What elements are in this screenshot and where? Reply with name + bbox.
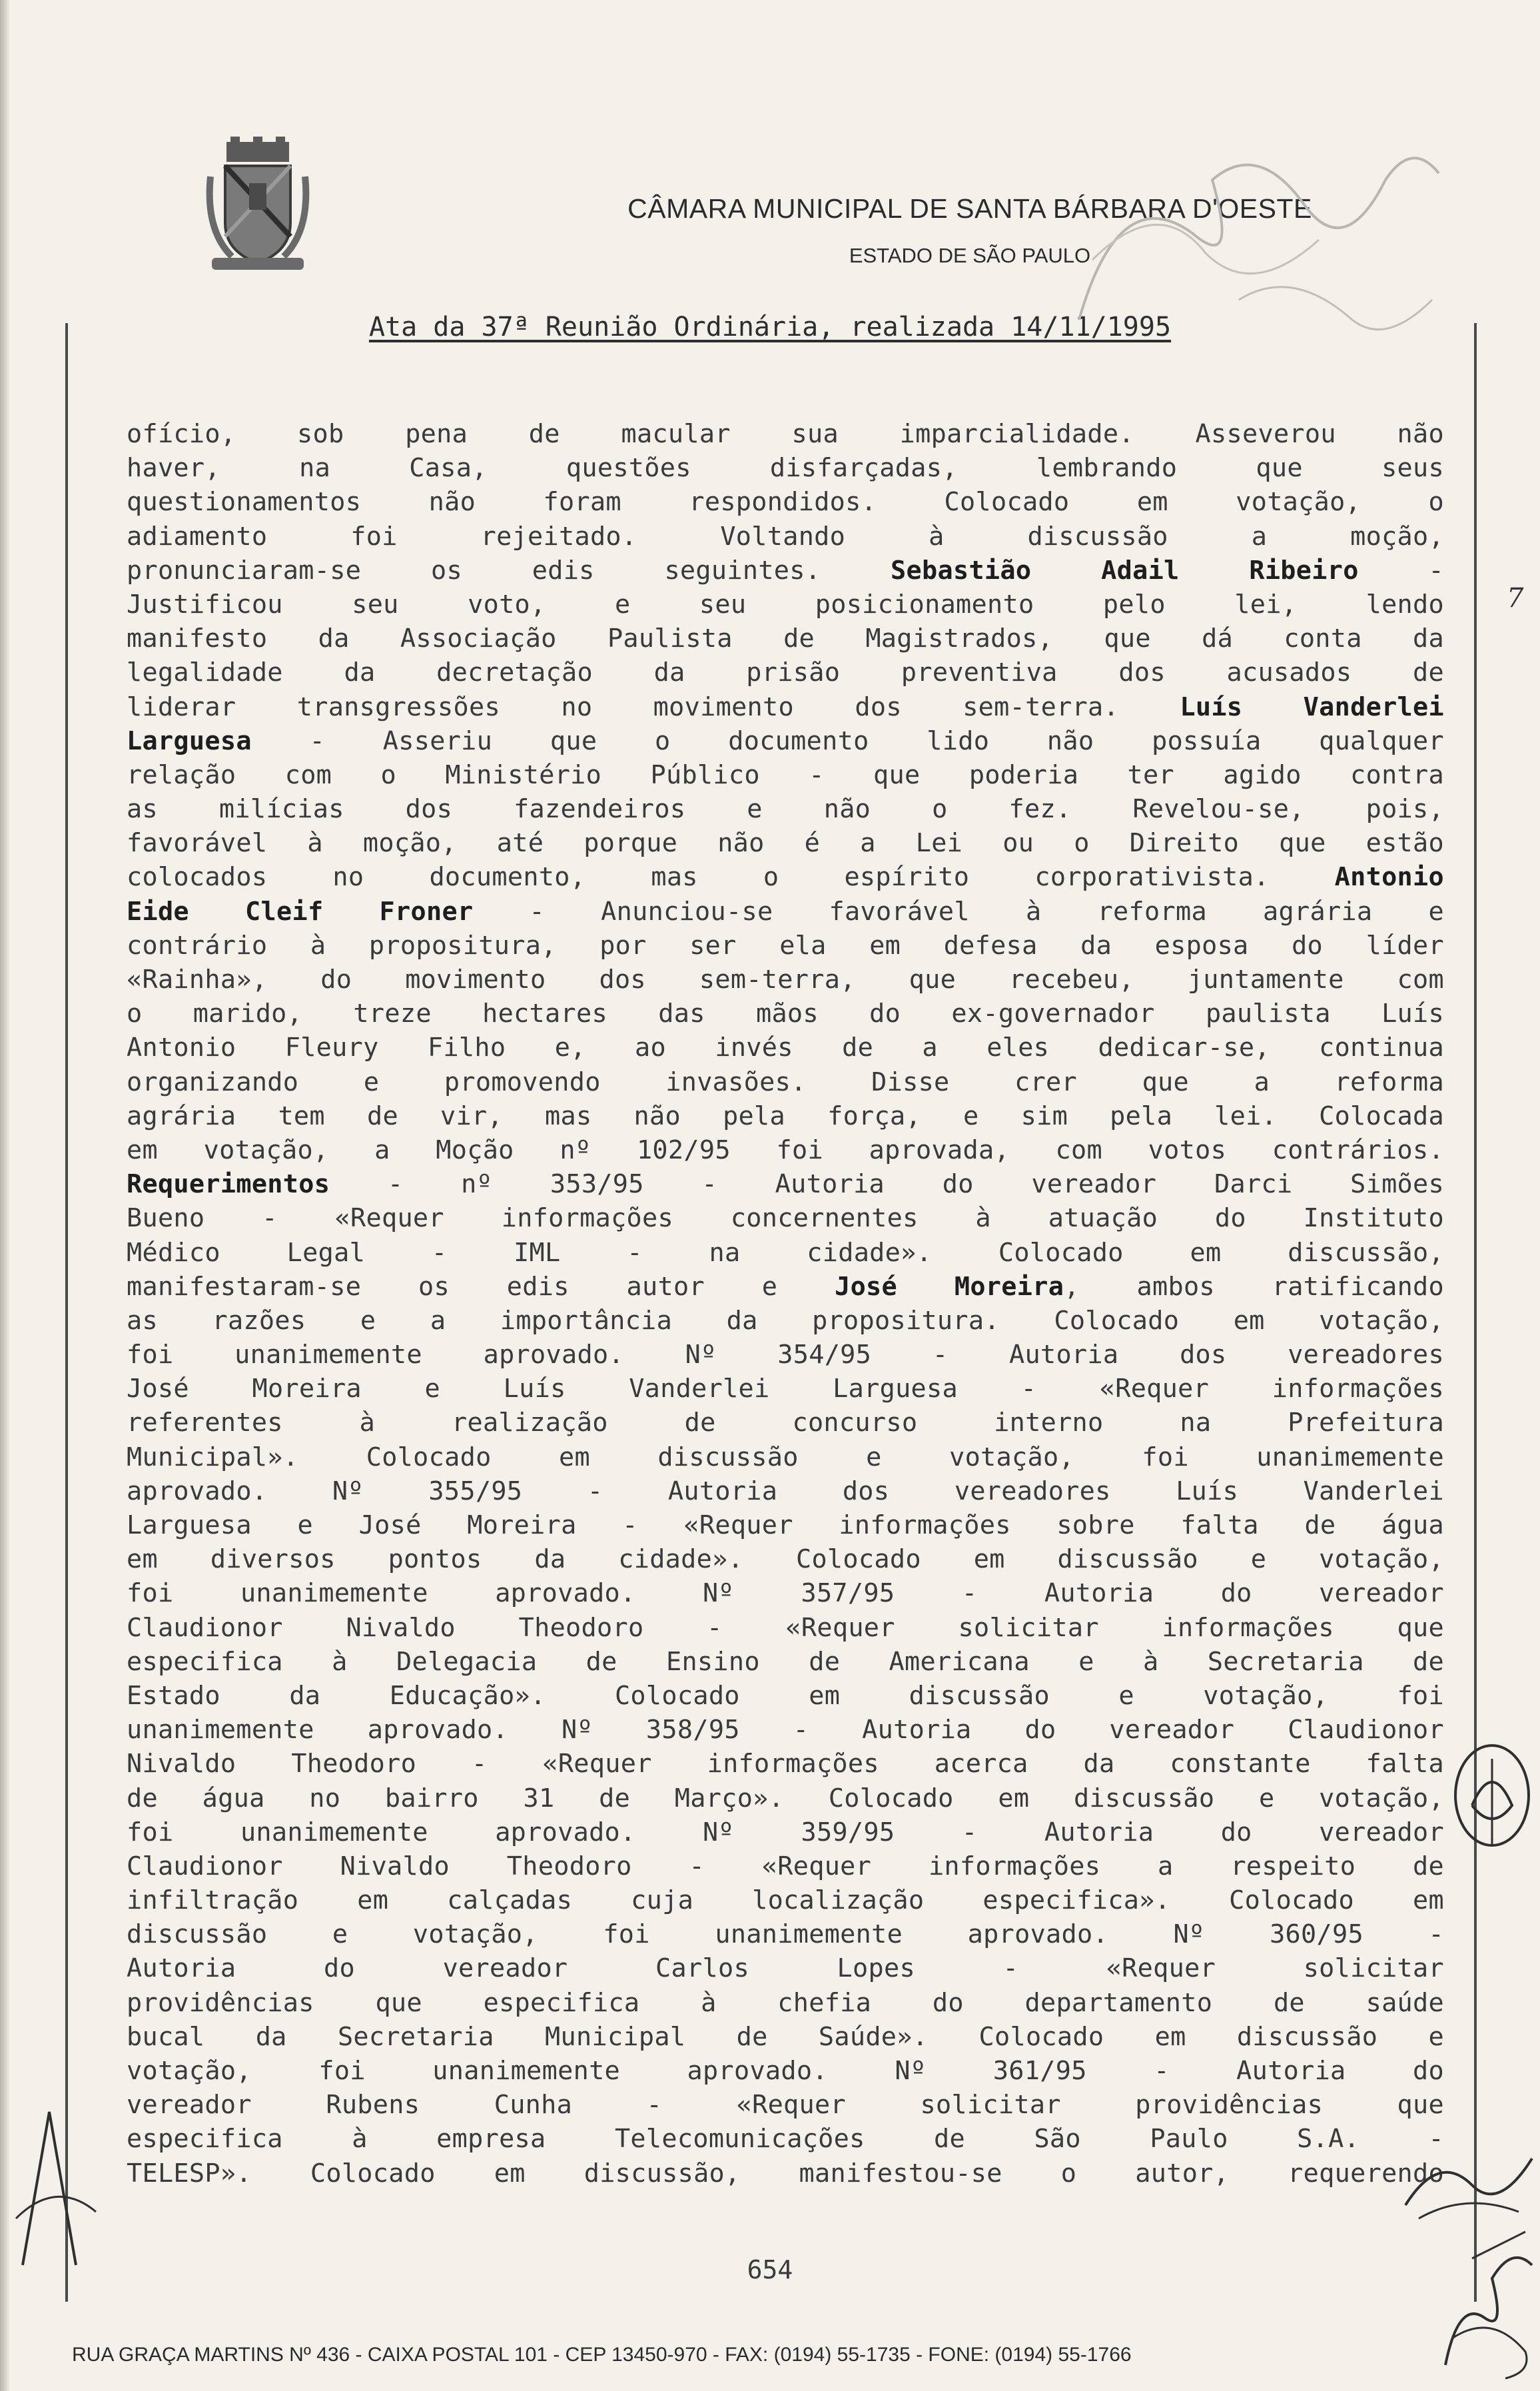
line-text: Justificou seu voto, e seu posicionamento pelo lei, lendo [127, 589, 1444, 620]
line-text: organizando e promovendo invasões. Disse crer que a reforma [127, 1067, 1444, 1097]
line-text: foi unanimemente aprovado. Nº 359/95 - Autoria do vereador [127, 1817, 1444, 1847]
line-text: contrário à propositura, por ser ela em defesa da esposa do líder [127, 930, 1444, 961]
text-line [127, 451, 1444, 485]
line-text: de água no bairro 31 de Março». Colocado em discussão e votação, [127, 1783, 1444, 1813]
text-line [127, 1576, 1444, 1610]
text-line [127, 1372, 1444, 1406]
speaker-name: Antonio [1334, 862, 1444, 893]
text-line [127, 1542, 1444, 1576]
text-line [127, 1917, 1444, 1951]
line-text-post: , ambos ratificando [1064, 1271, 1444, 1302]
speaker-name: Eide Cleif Froner [127, 896, 474, 927]
text-line [127, 656, 1444, 690]
text-line [127, 1065, 1444, 1099]
signature-flourish-right [1399, 2139, 1539, 2232]
text-line [127, 758, 1444, 792]
text-line [127, 860, 1444, 894]
text-line [127, 1611, 1444, 1645]
right-margin-rule [1474, 323, 1477, 2302]
speaker-name: Requerimentos [127, 1169, 330, 1200]
line-text-pre: pronunciaram-se os edis seguintes. [127, 555, 891, 586]
line-text: aprovado. Nº 355/95 - Autoria dos vereadores Luís Vanderlei [127, 1476, 1444, 1506]
line-text: TELESP». Colocado em discussão, manifestou-se o autor, requerendo [127, 2158, 1444, 2188]
text-line [127, 929, 1444, 963]
left-margin-rule [65, 323, 68, 2302]
text-line [127, 2156, 1444, 2190]
signature-bottom-left [9, 2099, 103, 2272]
signature-rubric-top [1039, 100, 1452, 406]
line-text-post: - [1358, 555, 1444, 586]
speaker-name: Sebastião Adail Ribeiro [891, 555, 1359, 586]
line-text-pre: liderar transgressões no movimento dos sem-terra. [127, 692, 1180, 722]
org-state: ESTADO DE SÃO PAULO [849, 244, 1091, 267]
line-text: José Moreira e Luís Vanderlei Larguesa - «Requer informações [127, 1374, 1444, 1404]
line-text: votação, foi unanimemente aprovado. Nº 361/95 - Autoria do [127, 2056, 1444, 2086]
line-text: Médico Legal - IML - na cidade». Colocado em discussão, [127, 1237, 1444, 1268]
text-line [127, 895, 1444, 929]
line-text: «Rainha», do movimento dos sem-terra, que recebeu, juntamente com [127, 965, 1444, 995]
text-line [127, 1781, 1444, 1815]
line-text: relação com o Ministério Público - que poderia ter agido contra [127, 759, 1444, 790]
line-text: o marido, treze hectares das mãos do ex-governador paulista Luís [127, 999, 1444, 1029]
line-text: legalidade da decretação da prisão preventiva dos acusados de [127, 658, 1444, 688]
line-text: foi unanimemente aprovado. Nº 354/95 - Autoria dos vereadores [127, 1340, 1444, 1370]
text-line [127, 588, 1444, 622]
line-text: bucal da Secretaria Municipal de Saúde». Colocado em discussão e [127, 2021, 1444, 2052]
line-text: especifica à Delegacia de Ensino de Americana e à Secretaria de [127, 1646, 1444, 1677]
signature-bottom-right [1432, 2218, 1539, 2385]
line-text-post: - Asseriu que o documento lido não possuía qualquer [251, 725, 1444, 756]
line-text: favorável à moção, até porque não é a Lei ou o Direito que estão [127, 828, 1444, 859]
text-line [127, 1849, 1444, 1883]
line-text: vereador Rubens Cunha - «Requer solicitar providências que [127, 2090, 1444, 2121]
text-line [127, 1201, 1444, 1235]
text-line [127, 1304, 1444, 1338]
speaker-name: José Moreira [835, 1271, 1064, 1302]
org-name: CÂMARA MUNICIPAL DE SANTA BÁRBARA D'OESTE [627, 193, 1312, 224]
text-line [127, 1986, 1444, 2020]
line-text: em votação, a Moção nº 102/95 foi aprovada, com votos contrários. [127, 1135, 1444, 1165]
text-line [127, 1338, 1444, 1372]
text-line [127, 1440, 1444, 1474]
text-line [127, 622, 1444, 656]
text-line [127, 1099, 1444, 1133]
line-text: infiltração em calçadas cuja localização especifica». Colocado em [127, 1885, 1444, 1916]
line-text: Larguesa e José Moreira - «Requer informações sobre falta de água [127, 1510, 1444, 1540]
line-text: referentes à realização de concurso interno na Prefeitura [127, 1408, 1444, 1438]
text-line [127, 792, 1444, 826]
text-line [127, 2054, 1444, 2088]
margin-note: 7 [1507, 583, 1524, 614]
line-text: em diversos pontos da cidade». Colocado em discussão e votação, [127, 1544, 1444, 1575]
line-text: manifesto da Associação Paulista de Magistrados, que dá conta da [127, 624, 1444, 654]
line-text: Antonio Fleury Filho e, ao invés de a eles dedicar-se, continua [127, 1033, 1444, 1063]
text-line [127, 724, 1444, 758]
text-line [127, 1679, 1444, 1713]
line-text: providências que especifica à chefia do departamento de saúde [127, 1987, 1444, 2018]
text-line [127, 1951, 1444, 1985]
line-text-post: - nº 353/95 - Autoria do vereador Darci Simões [330, 1169, 1444, 1200]
line-text-pre: manifestaram-se os edis autor e [127, 1271, 835, 1302]
text-line [127, 2088, 1444, 2122]
line-text: Claudionor Nivaldo Theodoro - «Requer informações a respeito de [127, 1851, 1444, 1881]
line-text: Claudionor Nivaldo Theodoro - «Requer solicitar informações que [127, 1612, 1444, 1643]
line-text: Bueno - «Requer informações concernentes à atuação do Instituto [127, 1203, 1444, 1234]
line-text: Municipal». Colocado em discussão e votação, foi unanimemente [127, 1442, 1444, 1472]
text-line [127, 963, 1444, 997]
signature-circle-right [1445, 1732, 1539, 1865]
text-line [127, 1883, 1444, 1917]
line-text: questionamentos não foram respondidos. Colocado em votação, o [127, 487, 1444, 518]
line-text: especifica à empresa Telecomunicações de São Paulo S.A. - [127, 2124, 1444, 2154]
line-text: discussão e votação, foi unanimemente aprovado. Nº 360/95 - [127, 1919, 1444, 1950]
line-text: as razões e a importância da propositura. Colocado em votação, [127, 1305, 1444, 1336]
line-text-pre: colocados no documento, mas o espírito corporativista. [127, 862, 1335, 893]
line-text: ofício, sob pena de macular sua imparcialidade. Asseverou não [127, 419, 1444, 449]
page-edge [0, 0, 9, 2391]
speaker-name: Larguesa [127, 725, 252, 756]
speaker-name: Luís Vanderlei [1180, 692, 1444, 722]
text-line [127, 1474, 1444, 1508]
text-line [127, 690, 1444, 724]
text-line [127, 1031, 1444, 1065]
text-line [127, 485, 1444, 519]
line-text: agrária tem de vir, mas não pela força, e sim pela lei. Colocada [127, 1101, 1444, 1131]
text-line [127, 417, 1444, 451]
line-text: unanimemente aprovado. Nº 358/95 - Autoria do vereador Claudionor [127, 1715, 1444, 1745]
text-line [127, 1815, 1444, 1849]
line-text: foi unanimemente aprovado. Nº 357/95 - Autoria do vereador [127, 1578, 1444, 1609]
line-text-post: - Anunciou-se favorável à reforma agrária e [473, 896, 1444, 927]
text-line [127, 554, 1444, 588]
text-line [127, 1236, 1444, 1270]
text-line [127, 1133, 1444, 1167]
text-line [127, 2020, 1444, 2054]
document-title-text: Ata da 37ª Reunião Ordinária, realizada 14/11/1995 [368, 312, 1172, 342]
text-line [127, 1713, 1444, 1747]
text-line [127, 1747, 1444, 1781]
line-text: Nivaldo Theodoro - «Requer informações acerca da constante falta [127, 1749, 1444, 1779]
text-line [127, 1508, 1444, 1542]
footer-address: RUA GRAÇA MARTINS Nº 436 - CAIXA POSTAL 101 - CEP 13450-970 - FAX: (0194) 55-1735 - FONE: (0194) 55-1766 [72, 2344, 1132, 2366]
line-text: haver, na Casa, questões disfarçadas, lembrando que seus [127, 453, 1444, 484]
line-text: as milícias dos fazendeiros e não o fez. Revelou-se, pois, [127, 794, 1444, 825]
text-line [127, 1270, 1444, 1304]
line-text: Autoria do vereador Carlos Lopes - «Requer solicitar [127, 1953, 1444, 1984]
text-line [127, 1167, 1444, 1201]
text-line [127, 2122, 1444, 2156]
text-line [127, 1645, 1444, 1679]
page-number: 654 [747, 2255, 793, 2284]
text-line [127, 1406, 1444, 1440]
text-line [127, 520, 1444, 554]
text-line [127, 997, 1444, 1031]
text-line [127, 826, 1444, 860]
minutes-body [127, 417, 1444, 2190]
line-text: adiamento foi rejeitado. Voltando à discussão a moção, [127, 521, 1444, 552]
line-text: Estado da Educação». Colocado em discussão e votação, foi [127, 1680, 1444, 1711]
